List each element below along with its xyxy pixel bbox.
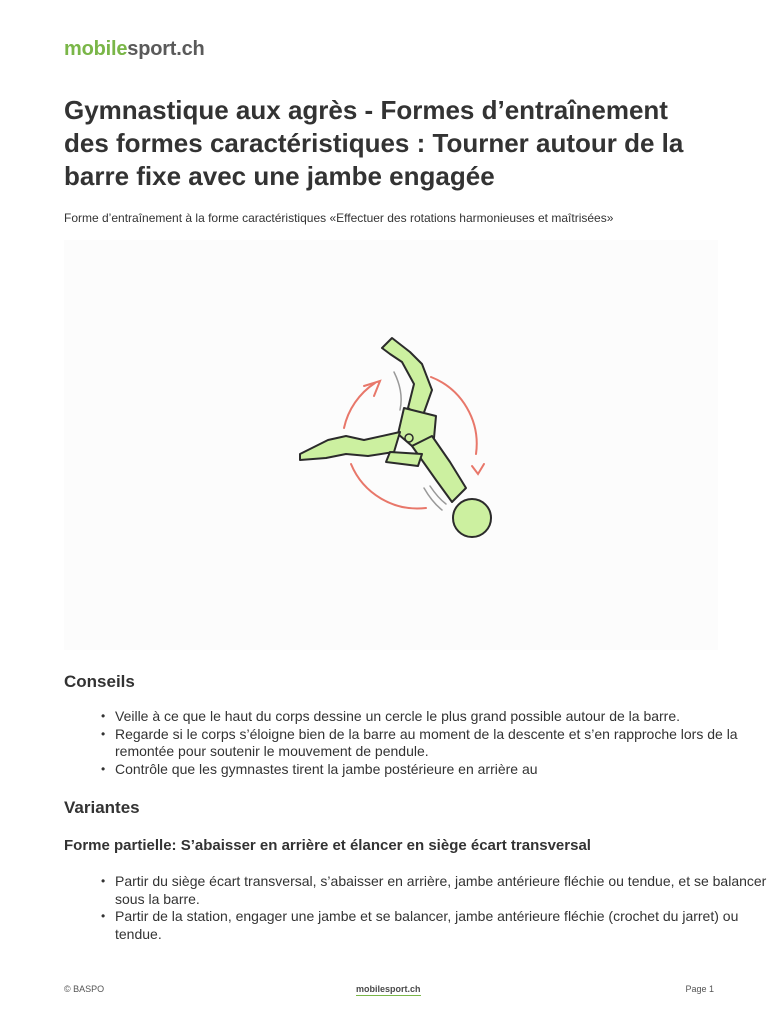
list-item: • Partir de la station, engager une jambe et se balancer, jambe antérieure fléchie (crochet du jarret) ou tendue. xyxy=(115,908,768,943)
torso xyxy=(412,436,466,502)
upper-leg xyxy=(382,338,432,418)
gymnast-figure xyxy=(300,338,491,537)
gymnast-rotation-drawing xyxy=(64,240,718,650)
variantes-subheading: Forme partielle: S’abaisser en arrière et élancer en siège écart transversal xyxy=(64,837,591,854)
logo-mobile: mobile xyxy=(64,38,128,60)
arm xyxy=(386,452,422,466)
logo-sport: sport.ch xyxy=(127,38,205,60)
conseils-heading: Conseils xyxy=(64,672,135,691)
variantes-heading: Variantes xyxy=(64,798,140,817)
head xyxy=(453,499,491,537)
lower-leg xyxy=(300,432,400,460)
list-item: • Contrôle que les gymnastes tirent la jambe postérieure en arrière au xyxy=(115,761,768,779)
list-item: • Regarde si le corps s’éloigne bien de la barre au moment de la descente et s’en rapproche lors de la remontée pour soutenir le mouvement de pendule. xyxy=(115,726,768,761)
arrow-right-head xyxy=(472,464,484,474)
list-item: • Veille à ce que le haut du corps dessine un cercle le plus grand possible autour de la barre. xyxy=(115,708,768,726)
gymnast-illustration xyxy=(64,240,718,650)
site-logo[interactable] xyxy=(64,38,205,61)
arrow-left-arc xyxy=(344,383,375,428)
footer-copyright: © BASPO xyxy=(64,984,105,994)
conseils-list xyxy=(64,708,768,778)
footer-link[interactable]: mobilesport.ch xyxy=(356,984,421,994)
page-title: Gymnastique aux agrès - Formes d’entraînement des formes caractéristiques : Tourner autour de la barre fixe avec une jambe engagée xyxy=(64,95,684,191)
arrow-bottom-arc xyxy=(351,464,426,508)
page-subtitle: Forme d’entraînement à la forme caractéristiques «Effectuer des rotations harmonieuses et maîtrisées» xyxy=(64,211,614,225)
list-item: • Partir du siège écart transversal, s’abaisser en arrière, jambe antérieure fléchie ou tendue, et se balancer sous la barre. xyxy=(115,873,768,908)
arrow-right-arc xyxy=(431,377,477,454)
variantes-list xyxy=(64,873,768,943)
footer-page-number: Page 1 xyxy=(685,984,714,994)
